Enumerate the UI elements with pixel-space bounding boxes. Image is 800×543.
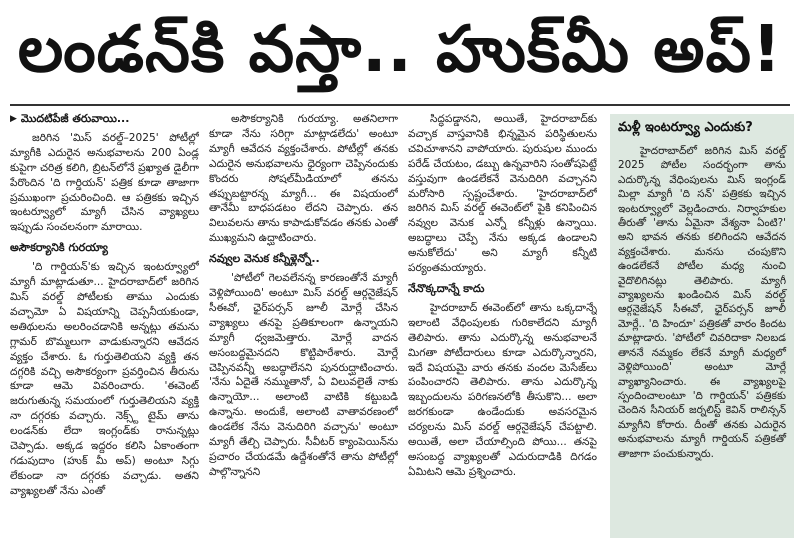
article-body [10,112,598,540]
col1-blocks [10,131,199,499]
article-column-3 [408,112,597,540]
paragraph: సిద్ధపడ్డానని, అయితే, హైదరాబాద్‌కు వచ్చాక వాస్తవానికి భిన్నమైన పరిస్థితులను చవిచూశానని వాపోయారు. పురుషుల ముందు పరేడ్ చేయటం, డబ్బు ఉన్నవారిని సంతోషపెట్టే వస్తువుగా ఉండలేకనే వెనుదిరిగి వచ్చానని మరోసారి స్పష్టంచేశారు. 'హైదరాబాద్‌లో జరిగిన మిస్ వరల్డ్ ఈవెంట్‌లో పైకి కనిపించిన నవ్వుల వెనుక ఎన్నో కన్నీళ్లు ఉన్నాయి. అబద్ధాలు చెప్పే నేను అక్కడ ఉండాలని అనుకోలేదు' అని మ్యాగీ కన్నీటి పర్యంతమయ్యారు. [408,113,597,275]
continued-kicker [10,112,199,127]
paragraph: జరిగిన 'మిస్ వరల్డ్–2025' పోటీల్లో మ్యాగీకి ఎదురైన అనుభవాలను 200 ఏండ్ల కుపైగా చరిత్ర కలిగి, బ్రిటన్‌లోనే ప్రఖ్యాత డైలీగా పేరొందిన 'ది గార్డియన్' పత్రిక కూడా తాజాగా ప్రముఖంగా ప్రచురించింది. ఆ పత్రికకు ఇచ్చిన ఇంటర్వ్యూలో మ్యాగీ చేసిన వ్యాఖ్యలు ఇప్పుడు సంచలనంగా మారాయి. [10,131,199,234]
paragraph: 'పోటీలో గెలవలేనన్న కారణంతోనే మ్యాగీ వెళ్లిపోయింది' అంటూ మిస్ వరల్డ్ ఆర్గనైజేషన్ సీఈవో, ఛైర్‌పర్సన్ జూలీ మోర్లే చేసిన వ్యాఖ్యలు తనపై ప్రతికూలంగా ఉన్నాయని మ్యాగీ ధ్వజమెత్తారు. మోర్లే వాదన అసంబద్ధమైనదని కొట్టిపారేశారు. మోర్లే చెప్పినవన్నీ అబద్ధాలేనని పునరుద్ఘాటించారు. 'నేను ఏదైతే నమ్ముతానో, ఏ విలువలైతే నాకు ఉన్నాయో... అలాంటి వాటికి కట్టుబడి ఉన్నాను. అందుకే, అలాంటి వాతావరణంలో ఉండలేక నేను వెనుదిరిగి వచ్చాను' అంటూ మ్యాగీ తేల్చి చెప్పారు. సీవీటర్ క్యాంపెయిన్‌ను ప్రచారం చేయడమే ఉద్దేశంతోనే తాను పోటీల్లో పాల్గొన్నానని [209,272,398,478]
col2-blocks [209,112,398,480]
sidebar-box [610,114,794,538]
sidebar-title: మళ్లీ ఇంటర్వ్యూ ఎందుకు? [618,120,753,135]
subheading: నేనొక్కదాన్నే కాదు [408,281,485,295]
paragraph: అసౌకర్యానికి గురయ్యా. అతనిలాగా కూడా నేను సరిగ్గా మాట్లాడలేదు' అంటూ మ్యాగీ ఆవేదన వ్యక్తంచేశారు. పోటీల్లో తనకు ఎదురైన అనుభవాలను ధైర్యంగా చెప్పినందుకు కొందరు సోషల్‌మీడియాలో తనను తప్పుబట్టారన్న మ్యాగీ... ఈ విషయంలో తానేమీ బాధపడటం లేదని చెప్పారు. తన విలువలను తాను కాపాడుకోవడం తనకు ఎంతో ముఖ్యమని ఉద్ఘాటించారు. [209,113,398,245]
chevron-right-icon: ▶ [10,114,17,124]
subheading: అసౌకర్యానికి గురయ్యా [10,241,108,255]
col3-blocks [408,112,597,480]
headline-rule [10,104,790,106]
paragraph: 'ది గార్డియన్'కు ఇచ్చిన ఇంటర్వ్యూలో మ్యాగీ మాట్లాడుతూ... హైదరాబాద్‌లో జరిగిన మిస్ వరల్డ్ పోటీలకు తాము ఎందుకు వచ్చామో ఏ విషయాన్ని చెప్పనీయకుండా, అతిథులను అలరించడానికి అన్నట్లు తమను గ్లామర్ బొమ్మలుగా వాడుకున్నారని ఆవేదన వ్యక్తం చేశారు. ఓ గుర్తుతెలియని వ్యక్తి తన దగ్గరికి వచ్చి అసౌకర్యంగా ప్రవర్తించిన తీరును కూడా ఆమె వివరించారు. 'ఈవెంట్ జరుగుతున్న సమయంలో గుర్తుతెలియని వ్యక్తి నా దగ్గరకు వచ్చారు. నెక్స్ట్ టైమ్ తాను లండన్‌కు లేదా ఇంగ్లండ్‌కు రానున్నట్లు చెప్పాడు. అక్కడ ఇద్దరం కలిసి ఏకాంతంగా గడుపుదాం (హుక్ మీ అప్) అంటూ సిగ్గు లేకుండా నా దగ్గరకు వచ్చాడు. అతని వ్యాఖ్యలతో నేను ఎంతో [10,261,199,497]
article-column-1 [10,112,199,540]
headline: లండన్‌కి వస్తా.. హుక్‌మీ అప్! [17,13,783,87]
article-column-2 [209,112,398,540]
subheading: నవ్వుల వెనుక కన్నీళ్లెన్నో.. [209,252,320,266]
sidebar-text: హైదరాబాద్‌లో జరిగిన మిస్ వరల్డ్ 2025 పోటీల సందర్భంగా తాను ఎదుర్కొన్న వేధింపులను మిస్ ఇంగ్లండ్ మిల్లా మ్యాగీ 'ది సన్' పత్రికకు ఇచ్చిన ఇంటర్వ్యూలో వెల్లడించారు. నిర్వాహకుల తీరుతో 'తాను ఏమైనా వేశ్యనా ఏంటి?' అని భావన తనకు కలిగిందని ఆవేదన వ్యక్తంచేశారు. మనసు చంపుకొని ఉండలేకనే పోటీల మధ్య నుంచి వైదొలిగినట్లు తెలిపారు. మ్యాగీ వ్యాఖ్యలను ఖండించిన మిస్ వరల్డ్ ఆర్గనైజేషన్ సీఈవో, ఛైర్‌పర్సన్ జూలీ మోర్లే.. 'ది హిందూ' పత్రికతో వారం కిందట మాట్లాడారు. 'పోటీలో చివరిదాకా నిలబడ తాననే నమ్మకం లేకనే మ్యాగీ మధ్యలో వెళ్లిపోయింది' అంటూ మోర్లే వ్యాఖ్యానించారు. ఈ వ్యాఖ్యలపై స్పందించాలంటూ 'ది గార్డియన్' పత్రికకు చెందిన సీనియర్ జర్నలిస్ట్ కెవిన్ రాలిన్సన్ మ్యాగీని కోరారు. దీంతో తనకు ఎదురైన అనుభవాలను మ్యాగీ గార్డియన్ పత్రికతో తాజాగా పంచుకున్నారు. [618,145,786,460]
kicker-text: మొదటిపేజీ తరువాయి... [20,112,130,125]
paragraph: హైదరాబాద్ ఈవెంట్‌లో తాను ఒక్కదాన్నే ఇలాంటి వేధింపులకు గురికాలేదని మ్యాగీ తెలిపారు. తాను ఎదుర్కొన్న అనుభవాలనే మిగతా పోటీదారులు కూడా ఎదుర్కొన్నారని, ఇదే విషయమై వారు తనకు వందల మెసేజ్‌లు పంపించారని తెలిపారు. తాను ఎదుర్కొన్న ఇబ్బందులను పరిగణనలోకి తీసుకొని... అలా జరగకుండా ఉండేందుకు అవసరమైన చర్యలను మిస్ వరల్డ్ ఆర్గనైజేషన్ చేపట్టాలి. అయితే, అలా చేయాల్సింది పోయి... తనపై అసంబద్ధ వ్యాఖ్యలతో ఎదురుదాడికి దిగడం ఏమిటని ఆమె ప్రశ్నించారు. [408,301,597,478]
